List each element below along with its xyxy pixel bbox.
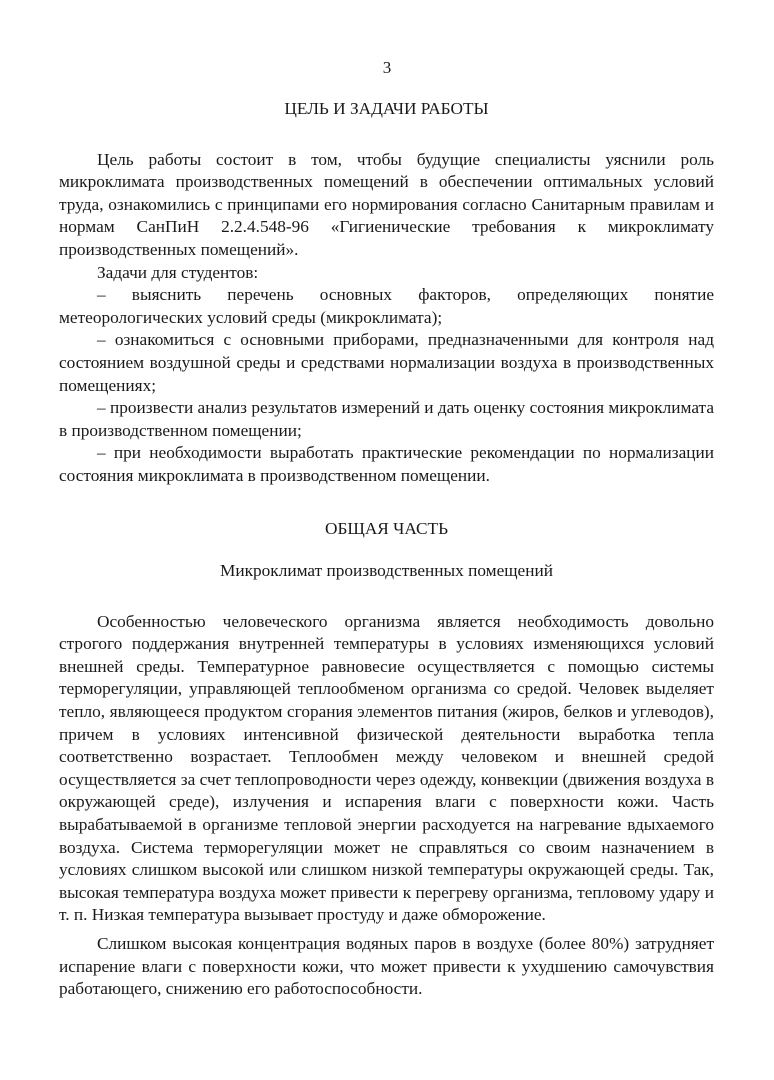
document-body [59,98,714,1001]
task-item: – ознакомиться с основными приборами, предназначенными для контроля над состоянием воздушной среды и средствами нормализации воздуха в производственных помещениях; [59,330,714,395]
goal-paragraph: Цель работы состоит в том, чтобы будущие специалисты уяснили роль микроклимата производственных помещений в обеспечении оптимальных условий труда, ознакомились с принципами его нормирования согласно Санитарным правилам и нормам СанПиН 2.2.4.548-96 «Гигиенические требования к микроклимату производственных помещений». [59,149,714,259]
section-subtitle: Микроклимат производственных помещений [220,561,553,581]
page-number: 3 [382,58,392,77]
body-paragraph: Особенностью человеческого организма является необходимость довольно строгого поддержания внутренней температуры в условиях изменяющихся условий внешней среды. Температурное равновесие осуществляется с помощью системы терморегуляции, управляющей теплообменом организма со средой. Человек выделяет тепло, являющееся продуктом сгорания элементов питания (жиров, белков и углеводов), причем в условиях интенсивной физической деятельности выработка тепла соответственно возрастает. Теплообмен между человеком и внешней средой осуществляется за счет теплопроводности через одежду, конвекции (движения воздуха в окружающей среде), излучения и испарения влаги с поверхности кожи. Часть вырабатываемой в организме тепловой энергии расходуется на нагревание вдыхаемого воздуха. Система терморегуляции может не справляться со своим назначением в условиях слишком высокой или слишком низкой температуры окружающей среды. Так, высокая температура воздуха может привести к перегреву организма, тепловому удару и т. п. Низкая температура вызывает простуду и даже обморожение. [59,611,714,925]
section-title-goal: ЦЕЛЬ И ЗАДАЧИ РАБОТЫ [284,99,489,118]
task-item: – выяснить перечень основных факторов, определяющих понятие метеорологических условий среды (микроклимата); [59,285,714,327]
body-paragraph: Слишком высокая концентрация водяных паров в воздухе (более 80%) затрудняет испарение влаги с поверхности кожи, что может привести к ухудшению самочувствия работающего, снижению его работоспособности. [59,934,714,999]
tasks-label: Задачи для студентов: [97,262,259,282]
section-title-general: ОБЩАЯ ЧАСТЬ [324,518,449,538]
task-item: – при необходимости выработать практические рекомендации по нормализации состояния микроклимата в производственном помещении. [59,443,714,485]
task-item: – произвести анализ результатов измерений и дать оценку состояния микроклимата в производственном помещении; [59,398,714,440]
